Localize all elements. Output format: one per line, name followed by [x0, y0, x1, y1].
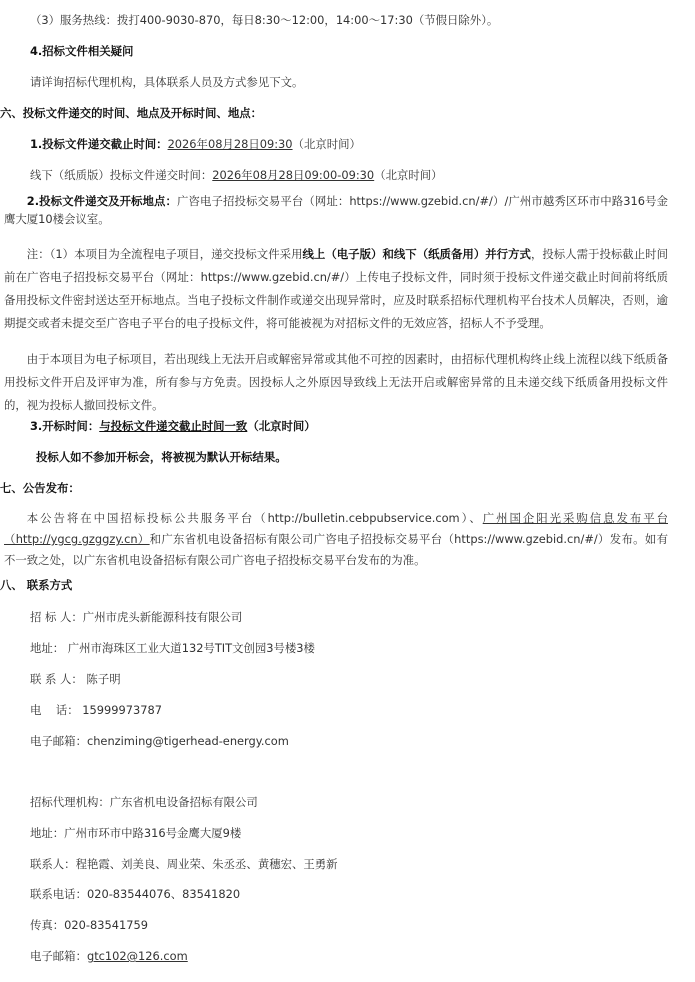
opening-time	[30, 419, 316, 434]
deadline-note: （北京时间）	[292, 137, 361, 151]
note-1-pre: 注：（1）本项目为全流程电子项目，递交投标文件采用	[26, 247, 303, 261]
submission-deadline	[30, 137, 361, 152]
note-1-post: ，投标人需于投标截止时间前在广咨电子招投标交易平台（网址：https://www.gzebid.cn/#/）上传电子投标文件，同时须于投标文件递交截止时间前将纸质备用投标文件密封送达至开标地点。当电子投标文件制作或递交出现异常时，应及时联系招标代理机构平台技术人员解决，否则，逾期提交或者未提交至广咨电子平台的电子投标文件，将可能被视为对招标文件的无效应答，招标人不予受理。	[4, 247, 668, 330]
agency-email	[30, 949, 188, 964]
section-4-heading: 4.招标文件相关疑问	[30, 44, 134, 58]
service-hotline: （3）服务热线：拨打400-9030-870，每日8:30～12:00，14:00～17:30（节假日除外）。	[30, 13, 499, 27]
offline-submission	[30, 168, 443, 183]
opening-time-value: 与投标文件递交截止时间一致	[99, 419, 248, 433]
submission-location	[4, 192, 668, 228]
note-2: 由于本项目为电子标项目，若出现线上无法开启或解密异常或其他不可控的因素时，由招标代理机构终止线上流程以线下纸质备用投标文件开启及评审为准，所有参与方免责。因投标人之外原因导致线上无法开启或解密异常的且未递交线下纸质备用投标文件的，视为投标人撤回投标文件。	[4, 352, 668, 412]
offline-time: 2026年08月28日09:00-09:30	[212, 168, 375, 182]
agency-fax: 传真：020-83541759	[30, 918, 149, 932]
tenderer-phone: 电 话： 15999973787	[30, 703, 162, 717]
tenderer-name: 招 标 人：广州市虎头新能源科技有限公司	[30, 610, 243, 624]
agency-email-link[interactable]: gtc102@126.com	[86, 949, 188, 963]
note-1-bold: 线上（电子版）和线下（纸质备用）并行方式	[302, 247, 531, 261]
location-label: 2.投标文件递交及开标地点：	[26, 194, 178, 208]
announcement-pre: 本公告将在中国招标投标公共服务平台（http://bulletin.cebpubservice.com）、	[26, 511, 483, 525]
offline-label: 线下（纸质版）投标文件递交时间：	[30, 168, 213, 182]
opening-label: 3.开标时间：	[30, 419, 100, 433]
section-6-heading: 六、投标文件递交的时间、地点及开标时间、地点：	[0, 106, 262, 120]
section-7-heading: 七、公告发布：	[0, 481, 80, 495]
agency-phone: 联系电话：020-83544076、83541820	[30, 887, 241, 901]
absent-note: 投标人如不参加开标会，将被视为默认开标结果。	[36, 450, 287, 464]
note-1	[4, 243, 668, 335]
tenderer-email: 电子邮箱：chenziming@tigerhead-energy.com	[30, 734, 289, 748]
deadline-label: 1.投标文件递交截止时间：	[30, 137, 168, 151]
offline-note: （北京时间）	[374, 168, 443, 182]
announcement-post: 和广东省机电设备招标有限公司广咨电子招投标交易平台（https://www.gzebid.cn/#/）发布。如有不一致之处，以广东省机电设备招标有限公司广咨电子招投标交易平台发布的为准。	[4, 532, 668, 567]
agency-address: 地址：广州市环市中路316号金鹰大厦9楼	[30, 826, 242, 840]
agency-email-label: 电子邮箱：	[30, 949, 87, 963]
announcement-link[interactable]: 广州国企阳光采购信息发布平台（http://ygcg.gzggzy.cn）	[4, 511, 668, 546]
deadline-time: 2026年08月28日09:30	[167, 137, 293, 151]
agency-name: 招标代理机构：广东省机电设备招标有限公司	[30, 795, 258, 809]
tenderer-address: 地址： 广州市海珠区工业大道132号TIT文创园3号楼3楼	[30, 641, 315, 655]
location-text: 广咨电子招投标交易平台（网址：https://www.gzebid.cn/#/）/广州市越秀区环市中路316号金鹰大厦10楼会议室。	[4, 194, 668, 226]
section-8-heading: 八、 联系方式	[0, 578, 73, 592]
announcement-text	[4, 508, 668, 571]
opening-note: （北京时间）	[247, 419, 316, 433]
agency-contacts: 联系人：程艳霞、刘美良、周业荣、朱丞丞、黄穗宏、王勇新	[30, 857, 338, 871]
section-4-text: 请详询招标代理机构，具体联系人员及方式参见下文。	[30, 75, 304, 89]
tenderer-contact: 联 系 人： 陈子明	[30, 672, 121, 686]
